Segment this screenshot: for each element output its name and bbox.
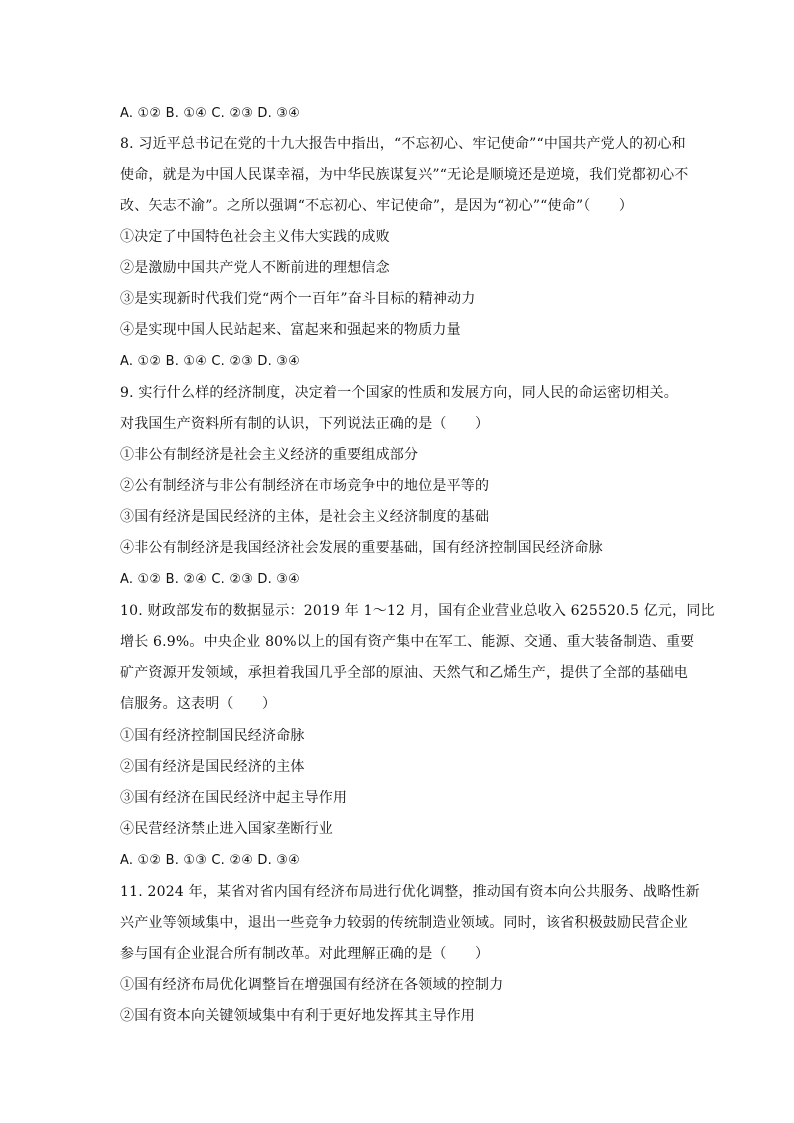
q8-answer-options: A. ①② B. ①④ C. ②③ D. ③④	[120, 354, 300, 369]
q8-item-3: ③是实现新时代我们党“两个一百年”奋斗目标的精神动力	[120, 291, 476, 307]
q9-item-4: ④非公有制经济是我国经济社会发展的重要基础，国有经济控制国民经济命脉	[120, 540, 603, 556]
q9-stem-line-2: 对我国生产资料所有制的认识，下列说法正确的是（ ）	[120, 416, 490, 432]
answer-options-prev: A. ①② B. ①④ C. ②③ D. ③④	[120, 106, 300, 121]
q11-stem-line-2: 兴产业等领域集中，退出一些竞争力较弱的传统制造业领域。同时，该省积极鼓励民营企业	[120, 915, 688, 931]
q8-item-2: ②是激励中国共产党人不断前进的理想信念	[120, 260, 390, 276]
q10-stem-line-1: 10. 财政部发布的数据显示：2019 年 1～12 月，国有企业营业总收入 625520.5 亿元，同比	[120, 603, 715, 619]
q10-item-3: ③国有经济在国民经济中起主导作用	[120, 790, 348, 806]
q10-item-1: ①国有经济控制国民经济命脉	[120, 728, 305, 744]
q9-item-2: ②公有制经济与非公有制经济在市场竞争中的地位是平等的	[120, 478, 490, 494]
q9-item-3: ③国有经济是国民经济的主体，是社会主义经济制度的基础	[120, 509, 490, 525]
q11-stem-line-1: 11. 2024 年，某省对省内国有经济布局进行优化调整，推动国有资本向公共服务、战略性新	[120, 884, 700, 900]
q8-item-4: ④是实现中国人民站起来、富起来和强起来的物质力量	[120, 322, 461, 338]
q10-stem-line-3: 矿产资源开发领域，承担着我国几乎全部的原油、天然气和乙烯生产，提供了全部的基础电	[120, 665, 688, 681]
q9-item-1: ①非公有制经济是社会主义经济的重要组成部分	[120, 447, 419, 463]
q9-stem-line-1: 9. 实行什么样的经济制度，决定着一个国家的性质和发展方向，同人民的命运密切相关。	[120, 385, 679, 401]
q10-item-4: ④民营经济禁止进入国家垄断行业	[120, 821, 333, 837]
q11-item-2: ②国有资本向关键领域集中有利于更好地发挥其主导作用	[120, 1008, 475, 1024]
q11-item-1: ①国有经济布局优化调整旨在增强国有经济在各领域的控制力	[120, 977, 504, 993]
q8-stem-line-3: 改、矢志不渝”。之所以强调“不忘初心、牢记使命”，是因为“初心”“使命”（ ）	[120, 198, 634, 214]
q9-answer-options: A. ①② B. ②④ C. ②③ D. ③④	[120, 572, 300, 587]
q10-stem-line-2: 增长 6.9%。中央企业 80%以上的国有资产集中在军工、能源、交通、重大装备制造、重要	[120, 634, 695, 650]
q10-stem-line-4: 信服务。这表明（ ）	[120, 696, 277, 712]
q10-item-2: ②国有经济是国民经济的主体	[120, 759, 305, 775]
q11-stem-line-3: 参与国有企业混合所有制改革。对此理解正确的是（ ）	[120, 946, 490, 962]
q8-stem-line-2: 使命，就是为中国人民谋幸福，为中华民族谋复兴”“无论是顺境还是逆境，我们党都初心不	[120, 167, 689, 183]
q8-item-1: ①决定了中国特色社会主义伟大实践的成败	[120, 229, 390, 245]
q8-stem-line-1: 8. 习近平总书记在党的十九大报告中指出，“不忘初心、牢记使命”“中国共产党人的初心和	[120, 136, 686, 152]
q10-answer-options: A. ①② B. ①③ C. ②④ D. ③④	[120, 853, 300, 868]
